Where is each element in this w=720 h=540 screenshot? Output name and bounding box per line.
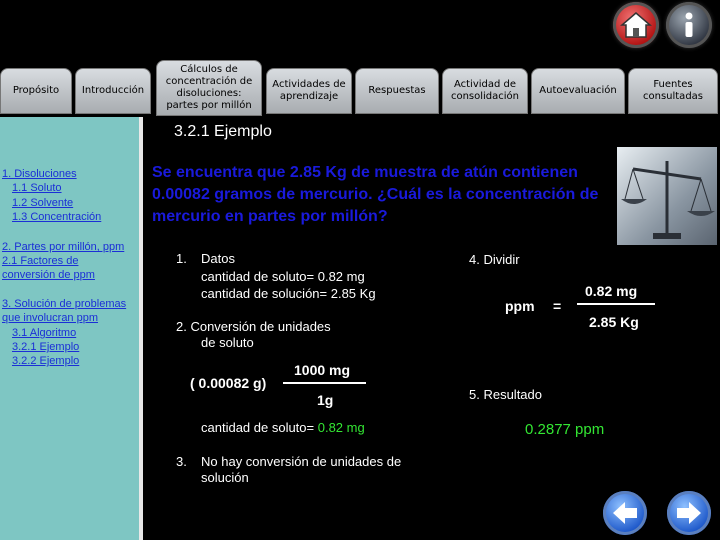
step2-subtitle: de soluto <box>201 335 254 350</box>
tab-actividades[interactable] <box>266 68 352 114</box>
tab-label: Fuentes consultadas <box>642 79 703 102</box>
sidebar-item-algoritmo[interactable]: 3.1 Algoritmo <box>12 327 77 339</box>
tab-consolidacion[interactable] <box>442 68 528 114</box>
tab-calculos[interactable] <box>156 60 262 116</box>
tab-proposito[interactable] <box>0 68 72 114</box>
step2-result-label: cantidad de soluto= <box>201 420 318 435</box>
tab-label: Actividades de aprendizaje <box>272 79 346 102</box>
step1-line2: cantidad de solución= 2.85 Kg <box>201 286 376 301</box>
sidebar-item-ppm[interactable]: 2. Partes por millón, ppm <box>2 241 125 253</box>
arrow-right-icon <box>667 491 711 535</box>
step4-fraction-bar <box>577 303 655 305</box>
info-icon <box>673 9 705 41</box>
step2-fraction-bar <box>283 382 366 384</box>
step3-number: 3. <box>176 454 187 469</box>
problem-statement: Se encuentra que 2.85 Kg de muestra de atún contienen 0.00082 gramos de mercurio. ¿Cuál es la concentración de mercurio en partes por millón? <box>152 164 599 225</box>
tab-label: Introducción <box>81 85 145 96</box>
forward-button[interactable] <box>667 491 711 535</box>
tab-autoevaluacion[interactable] <box>531 68 625 114</box>
sidebar-item-factores[interactable]: 2.1 Factores de conversión de ppm <box>2 255 95 281</box>
step1-number: 1. <box>176 251 187 266</box>
tab-fuentes[interactable] <box>628 68 718 114</box>
step2-title: 2. Conversión de unidades <box>176 319 331 334</box>
sidebar-item-concentracion[interactable]: 1.3 Concentración <box>12 211 102 223</box>
step2-left-value: ( 0.00082 g) <box>190 375 267 391</box>
tab-respuestas[interactable] <box>355 68 439 114</box>
section-title: 3.2.1 Ejemplo <box>174 123 272 140</box>
tab-introduccion[interactable] <box>75 68 151 114</box>
step4-title: 4. Dividir <box>469 252 520 267</box>
step5-title: 5. Resultado <box>469 387 542 402</box>
sidebar-item-soluto[interactable]: 1.1 Soluto <box>12 182 62 194</box>
step1-line1: cantidad de soluto= 0.82 mg <box>201 269 365 284</box>
step4-equals: = <box>553 298 562 314</box>
info-button[interactable] <box>666 2 712 48</box>
sidebar-item-disoluciones[interactable]: 1. Disoluciones <box>2 168 77 180</box>
home-button[interactable] <box>613 2 659 48</box>
step1-title: Datos <box>201 251 235 266</box>
tab-label: Respuestas <box>368 85 426 96</box>
result-value: 0.2877 ppm <box>525 421 605 438</box>
sidebar-item-ejemplo-2[interactable]: 3.2.2 Ejemplo <box>12 355 80 367</box>
sidebar-item-solvente[interactable]: 1.2 Solvente <box>12 197 74 209</box>
home-icon <box>620 9 652 41</box>
step2-denominator: 1g <box>317 392 334 408</box>
step3-text: No hay conversión de unidades de solución <box>201 454 402 485</box>
step4-numerator: 0.82 mg <box>585 283 638 299</box>
sidebar-item-ejemplo-1[interactable]: 3.2.1 Ejemplo <box>12 341 80 353</box>
tab-label: Autoevaluación <box>539 85 617 96</box>
tab-label: Actividad de consolidación <box>450 79 520 102</box>
step4-ppm: ppm <box>505 298 535 314</box>
step2-result-value: 0.82 mg <box>317 420 365 435</box>
balance-scale-image <box>617 147 717 245</box>
arrow-left-icon <box>603 491 647 535</box>
tab-label: Propósito <box>12 85 60 96</box>
back-button[interactable] <box>603 491 647 535</box>
tab-label: Cálculos de concentración de disoluciones: partes por millón <box>165 64 253 111</box>
sidebar-item-solucion-problemas[interactable]: 3. Solución de problemas que involucran ppm <box>2 298 127 324</box>
step2-numerator: 1000 mg <box>294 362 351 378</box>
step4-denominator: 2.85 Kg <box>589 314 639 330</box>
